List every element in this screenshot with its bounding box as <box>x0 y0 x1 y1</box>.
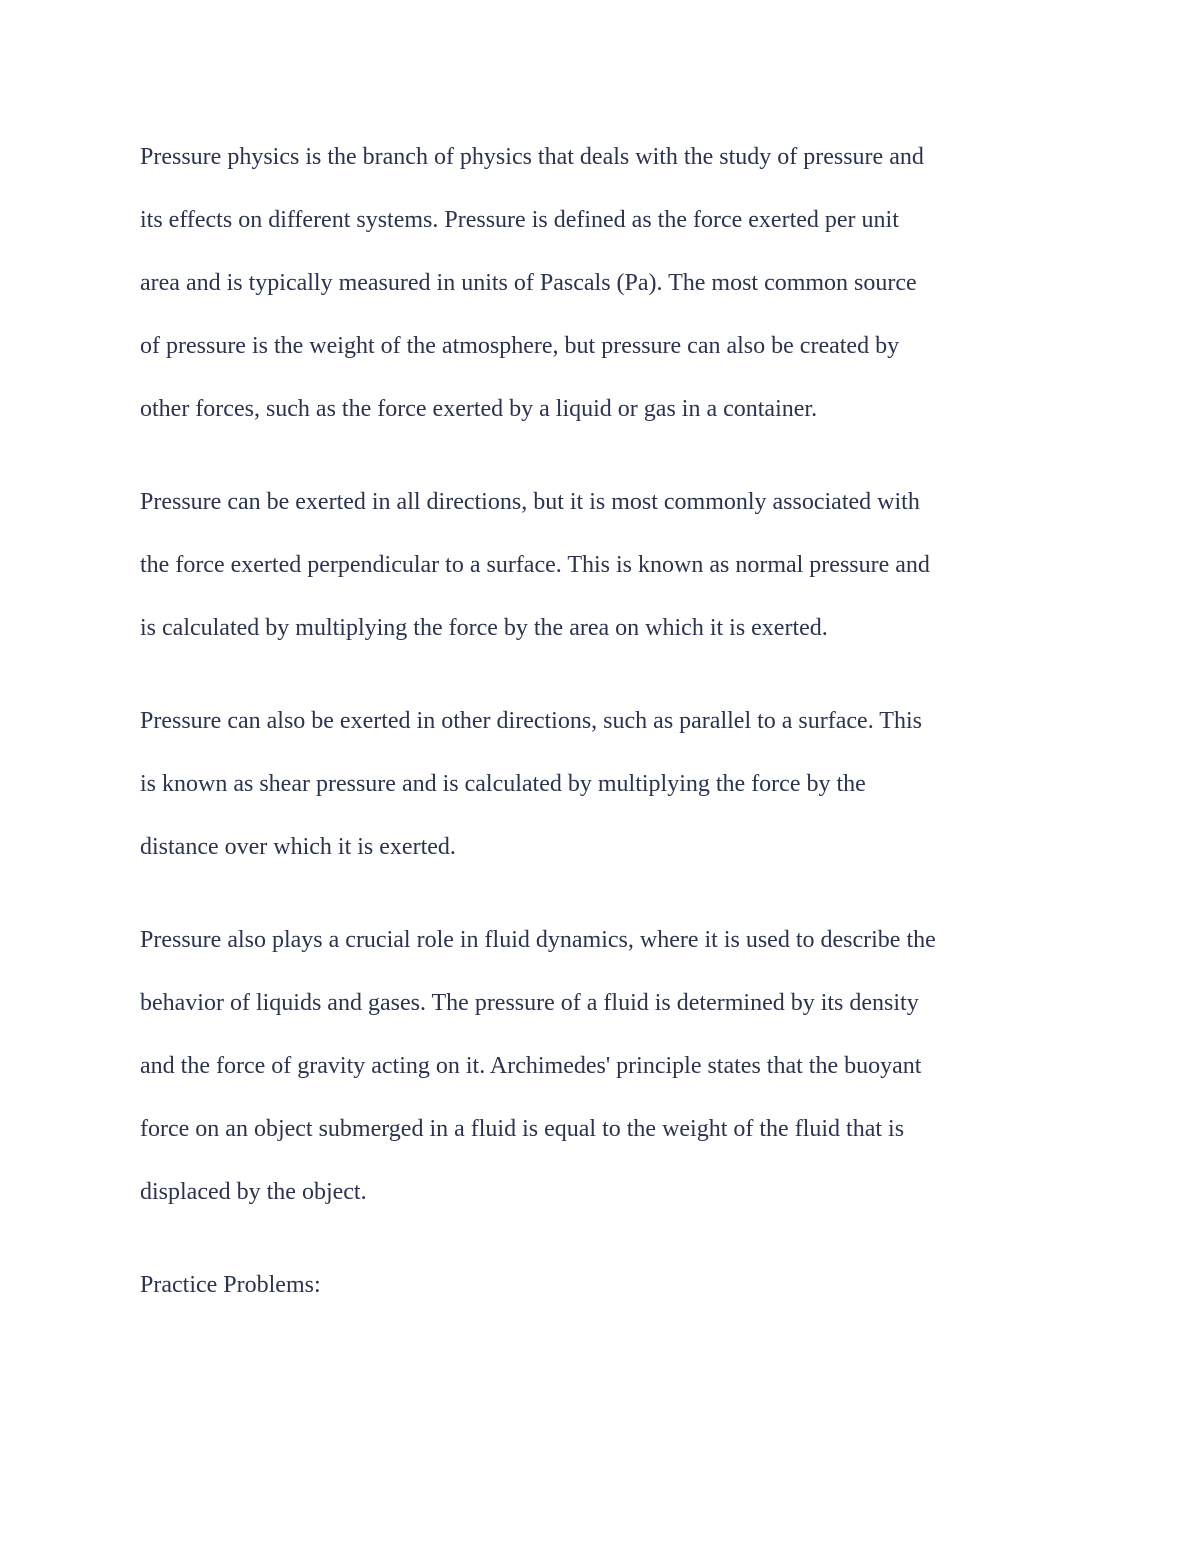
paragraph-intro: Pressure physics is the branch of physics that deals with the study of pressure and its effects on different systems. Pressure is defined as the force exerted per unit area and is typically measured in units of Pascals (Pa). The most common source of pressure is the weight of the atmosphere, but pressure can also be created by other forces, such as the force exerted by a liquid or gas in a container. <box>140 144 924 422</box>
paragraph-normal-pressure: Pressure can be exerted in all directions, but it is most commonly associated with the force exerted perpendicular to a surface. This is known as normal pressure and is calculated by multiplying the force by the area on which it is exerted. <box>140 489 930 641</box>
paragraph-fluid-dynamics: Pressure also plays a crucial role in fluid dynamics, where it is used to describe the behavior of liquids and gases. The pressure of a fluid is determined by its density and the force of gravity acting on it. Archimedes' principle states that the buoyant force on an object submerged in a fluid is equal to the weight of the fluid that is displaced by the object. <box>140 927 936 1205</box>
document-body <box>140 126 1060 1317</box>
paragraph-shear-pressure: Pressure can also be exerted in other directions, such as parallel to a surface. This is known as shear pressure and is calculated by multiplying the force by the distance over which it is exerted. <box>140 708 922 860</box>
practice-problems-heading: Practice Problems: <box>140 1272 321 1298</box>
